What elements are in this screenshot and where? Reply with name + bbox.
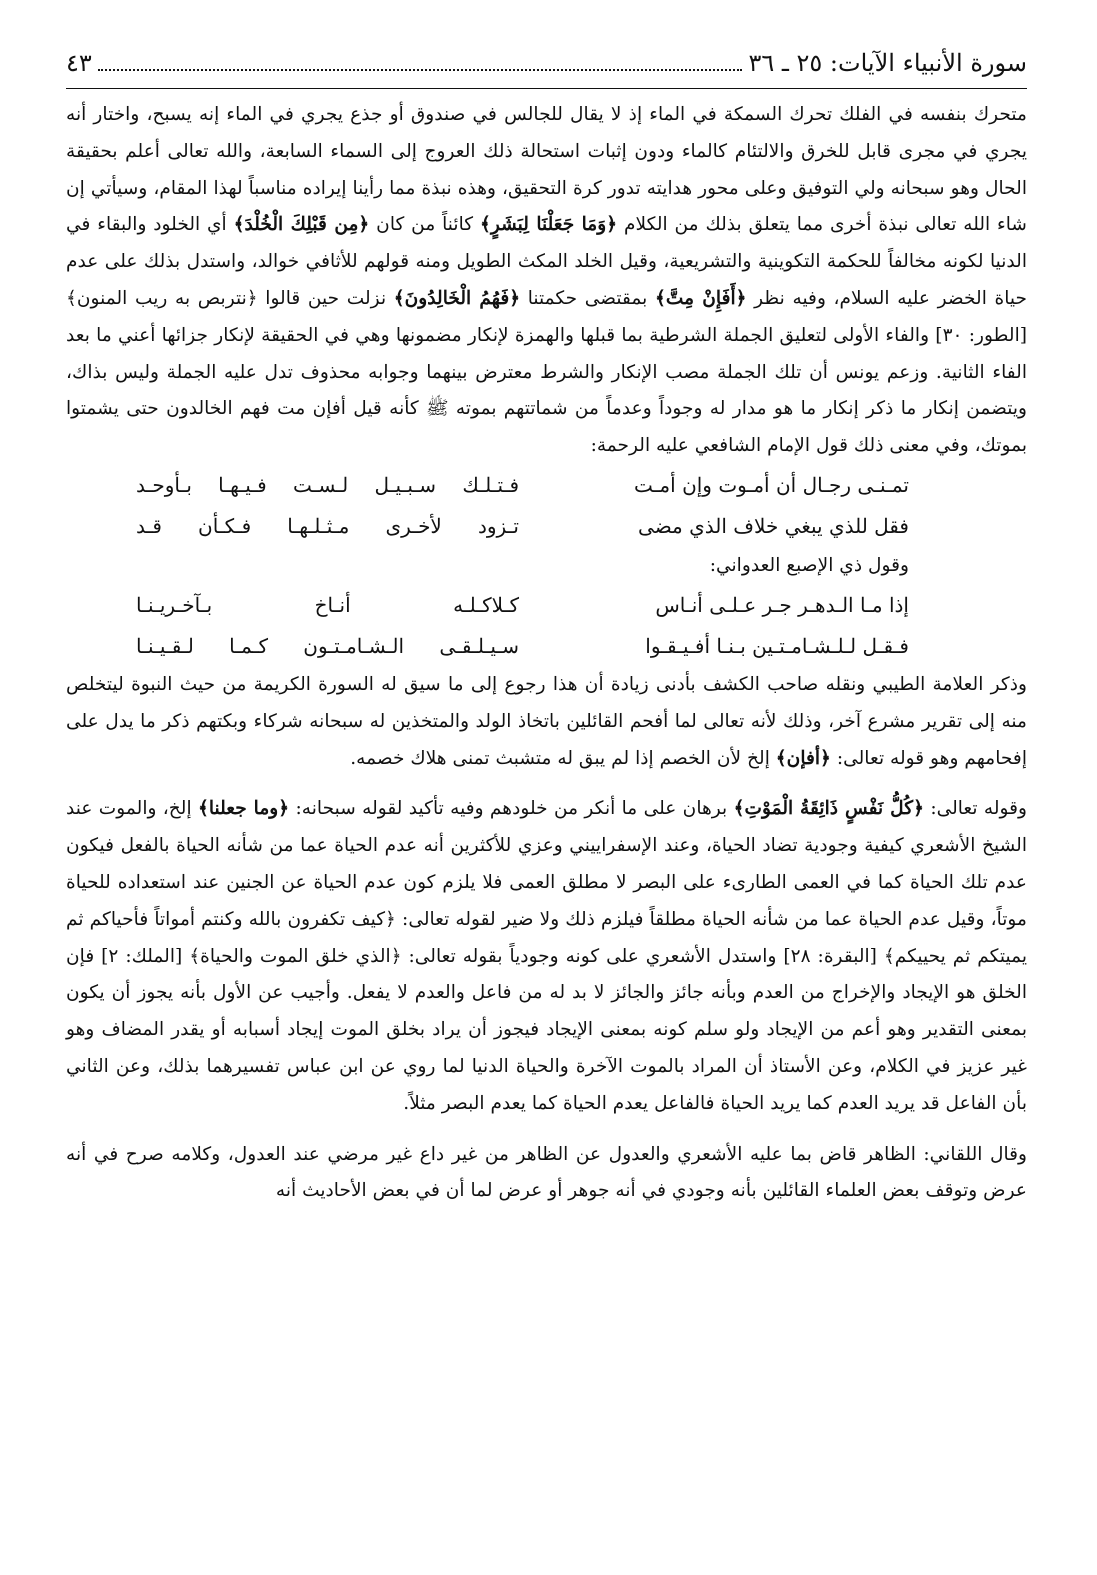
paragraph-text: كائناً من كان — [376, 214, 474, 236]
paragraph-text: بمقتضى حكمتنا — [527, 287, 648, 309]
paragraph-3 — [66, 791, 1027, 1122]
verse-hemistich: تـزود لأخـرى مـثـلـهـا فـكـأن قـد — [136, 513, 519, 538]
verse-hemistich: فـقـل لـلـشـامـتـين بـنـا أفـيـقـوا — [645, 633, 909, 658]
running-header — [66, 46, 1027, 89]
verse-hemistich: تمـنـى رجـال أن أمـوت وإن أمـت — [633, 472, 909, 497]
paragraph-text: متحرك بنفسه في الفلك تحرك السمكة في الماء إذ لا يقال للجالس في صندوق أو جذع يجري في الماء إنه يسبح، واختار أنه يجري في مجرى قابل للخرق والالتئام كالماء ودون إثبات استحالة ذلك العروج إلى السماء السابعة، والله تعالى أعلم بحقيقة الحال وهو سبحانه ولي التوفيق وعلى محور هدايته تدور كرة التحقيق، وهذه نبذة مما رأينا إيراده مناسباً لهذا المقام، وسيأتي إن شاء الله تعالى نبذة أخرى مما يتعلق بذلك من الكلام — [66, 104, 1028, 236]
paragraph-text: وقوله تعالى: — [930, 798, 1027, 820]
poem-adwani — [66, 585, 1027, 667]
paragraph-text: إلخ لأن الخصم إذا لم يبق له متشبث تمنى هلاك خصمه. — [350, 747, 770, 769]
header-title: سورة الأنبياء الآيات: ٢٥ ـ ٣٦ — [748, 49, 1027, 77]
paragraph-1 — [66, 97, 1027, 465]
quran-quote: ﴿مِن قَبْلِكَ الْخُلْدَ﴾ — [233, 214, 370, 236]
header-dot-leader — [98, 69, 743, 71]
verse-hemistich: كـلاكـلـه أنـاخ بـآخـريـنـا — [136, 592, 519, 617]
quran-quote: ﴿وَمَا جَعَلْنَا لِبَشَرٍ﴾ — [479, 214, 618, 236]
verse-hemistich: فـتـلـك سـبـيـل لـسـت فـيـهـا بـأوحـد — [136, 472, 519, 497]
paragraph-text: وذكر العلامة الطيبي ونقله صاحب الكشف بأدنى زيادة أن هذا رجوع إلى ما سيق له السورة الكريمة من حيث النبوة ليتخلص منه إلى تقرير مشرع آخر، وذلك لأنه تعالى لما أفحم القائلين باتخاذ الولد والمتخذين له سبحانه شركاء وبكتهم ذكر ما يدل على إفحامهم وهو قوله تعالى: — [66, 673, 1027, 769]
quran-quote: ﴿وما جعلنا﴾ — [197, 798, 290, 820]
verse-hemistich: فقل للذي يبغي خلاف الذي مضى — [638, 513, 909, 538]
paragraph-text: وقال اللقاني: الظاهر قاض بما عليه الأشعري والعدول عن الظاهر من غير داع غير مرضي عند العدول، وكلامه صرح في أنه عرض وتوقف بعض العلماء القائلين بأنه وجودي في أنه جوهر أو عرض لما أن في بعض الأحاديث أنه — [66, 1143, 1027, 1202]
verse-hemistich: سـيـلـقـى الـشـامـتـون كـمـا لـقـيـنـا — [136, 633, 519, 658]
poem-shafii — [66, 465, 1027, 547]
paragraph-text: أي الخلود والبقاء في الدنيا لكونه مخالفاً للحكمة التكوينية والتشريعية، وقيل الخلد المكث الطويل ومنه قولهم للأثافي خوالد، واستدل بذلك على عدم حياة الخضر عليه السلام، وفيه نظر — [66, 214, 1027, 309]
paragraph-4 — [66, 1137, 1027, 1211]
quran-quote: ﴿كُلُّ نَفْسٍ ذَائِقَةُ الْمَوْتِ﴾ — [733, 798, 924, 820]
quran-quote: ﴿فَهُمُ الْخَالِدُونَ﴾ — [393, 287, 521, 309]
paragraph-text: برهان على ما أنكر من خلودهم وفيه تأكيد لقوله سبحانه: — [295, 798, 728, 820]
quran-quote: ﴿أَفَإِنْ مِتَّ﴾ — [654, 287, 747, 309]
paragraph-text: نزلت حين قالوا ﴿نتربص به ريب المنون﴾ [الطور: ٣٠] والفاء الأولى لتعليق الجملة الشرطية بما قبلها والهمزة لإنكار مضمونها وهي في الحقيقة لإنكار جزائها أعني ما بعد الفاء الثانية. وزعم يونس أن تلك الجملة مصب الإنكار والشرط معترض بينهما وجوابه محذوف تدل عليه الجملة وليس بذاك، ويتضمن إنكار ما ذكر إنكار ما هو مدار له وجوداً وعدماً من شماتتهم بموته ﷺ كأنه قيل أفإن مت فهم الخالدون حتى يشمتوا بموتك، وفي معنى ذلك قول الإمام الشافعي عليه الرحمة: — [66, 287, 1027, 457]
poem-intro: وقول ذي الإصبع العدواني: — [709, 554, 909, 576]
page-number: ٤٣ — [66, 49, 92, 77]
quran-quote: ﴿أفإن﴾ — [775, 747, 831, 769]
paragraph-text: إلخ، والموت عند الشيخ الأشعري كيفية وجودية تضاد الحياة، وعند الإسفراييني وعزي للأكثرين أنه عدم الحياة عما من شأنه الحياة بالفعل فيكون عدم تلك الحياة كما في العمى الطارىء على البصر لا مطلق العمى فلا يلزم كون عدم الحياة عن الجنين عند استعداده للحياة موتاً، وقيل عدم الحياة عما من شأنه الحياة مطلقاً فيلزم ذلك ولا ضير لقوله تعالى: ﴿كيف تكفرون بالله وكنتم أمواتاً فأحياكم ثم يميتكم ثم يحييكم﴾ [البقرة: ٢٨] واستدل الأشعري على كونه وجودياً بقوله تعالى: ﴿الذي خلق الموت والحياة﴾ [الملك: ٢] فإن الخلق هو الإيجاد والإخراج من العدم وبأنه جائز والجائز لا بد له من فاعل والعدم لا يفعل. وأجيب عن الأول بأنه يجوز أن يكون بمعنى التقدير وهو أعم من الإيجاد ولو سلم كونه بمعنى الإيجاد فيجوز أن يراد بخلق الموت إيجاد أسبابه أو يقدر المضاف وهو غير عزيز في الكلام، وعن الأستاذ أن المراد بالموت الآخرة والحياة الدنيا لما روي عن ابن عباس تفسيرهما بذلك، وعن الثاني بأن الفاعل قد يريد العدم كما يريد الحياة فالفاعل يعدم الحياة كما يعدم البصر مثلاً. — [66, 798, 1027, 1114]
paragraph-2 — [66, 667, 1027, 777]
verse-hemistich: إذا مـا الـدهـر جـر عـلـى أنـاس — [655, 592, 909, 617]
